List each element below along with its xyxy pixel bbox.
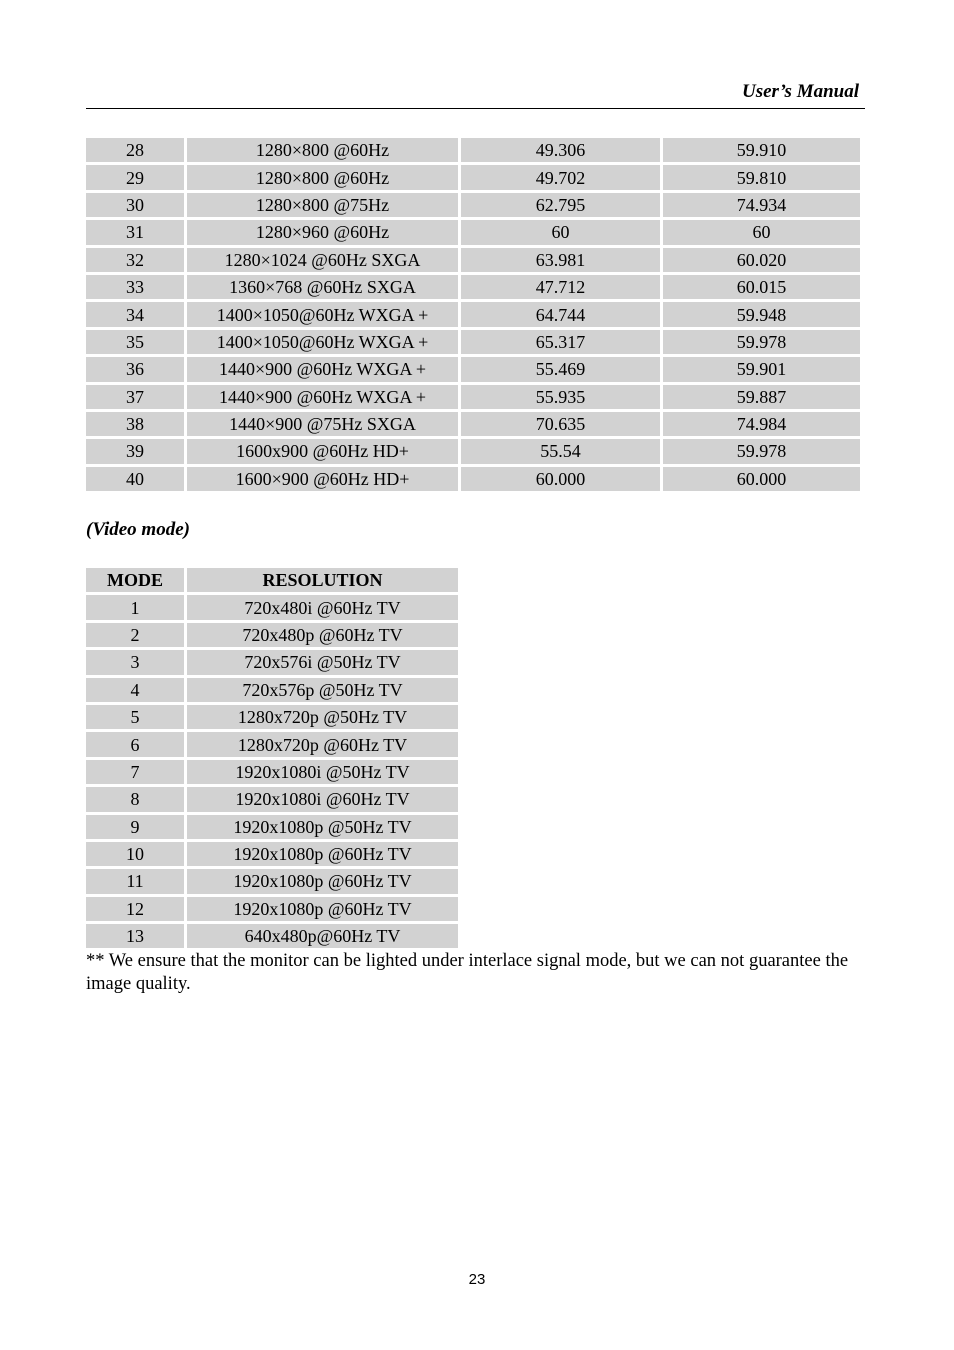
table-row	[86, 760, 458, 784]
vertical-frequency-cell: 74.984	[663, 412, 860, 436]
resolution-cell: 1920x1080p @50Hz TV	[187, 815, 458, 839]
resolution-cell: 1440×900 @60Hz WXGA +	[187, 385, 458, 409]
resolution-cell: 1400×1050@60Hz WXGA +	[187, 302, 458, 326]
table-row	[86, 897, 458, 921]
resolution-cell: 720x480p @60Hz TV	[187, 623, 458, 647]
table-row	[86, 678, 458, 702]
mode-cell: 32	[86, 248, 184, 272]
table-row	[86, 439, 860, 463]
vertical-frequency-cell: 60	[663, 220, 860, 244]
mode-cell: 4	[86, 678, 184, 702]
mode-cell: 38	[86, 412, 184, 436]
horizontal-frequency-cell: 49.306	[461, 138, 660, 162]
table-row	[86, 193, 860, 217]
mode-cell: 36	[86, 357, 184, 381]
table-row	[86, 330, 860, 354]
horizontal-frequency-cell: 47.712	[461, 275, 660, 299]
resolution-cell: 720x576i @50Hz TV	[187, 650, 458, 674]
vertical-frequency-cell: 59.901	[663, 357, 860, 381]
vertical-frequency-cell: 60.000	[663, 467, 860, 491]
table-row	[86, 842, 458, 866]
table-row	[86, 302, 860, 326]
mode-cell: 34	[86, 302, 184, 326]
table-row	[86, 220, 860, 244]
timing-table-body	[86, 138, 860, 491]
vertical-frequency-cell: 59.910	[663, 138, 860, 162]
resolution-cell: 1920x1080p @60Hz TV	[187, 897, 458, 921]
vertical-frequency-cell: 60.020	[663, 248, 860, 272]
mode-cell: 8	[86, 787, 184, 811]
table-row	[86, 815, 458, 839]
resolution-cell: 1920x1080i @60Hz TV	[187, 787, 458, 811]
resolution-cell: 720x480i @60Hz TV	[187, 595, 458, 619]
resolution-cell: 1600×900 @60Hz HD+	[187, 467, 458, 491]
video-table-header	[86, 568, 458, 592]
vertical-frequency-cell: 59.978	[663, 439, 860, 463]
horizontal-frequency-cell: 55.935	[461, 385, 660, 409]
horizontal-frequency-cell: 60.000	[461, 467, 660, 491]
resolution-column-header: RESOLUTION	[187, 568, 458, 592]
mode-cell: 11	[86, 869, 184, 893]
table-row	[86, 787, 458, 811]
vertical-frequency-cell: 60.015	[663, 275, 860, 299]
table-row	[86, 869, 458, 893]
mode-cell: 9	[86, 815, 184, 839]
table-row	[86, 138, 860, 162]
video-mode-table	[83, 565, 461, 951]
table-row	[86, 248, 860, 272]
mode-cell: 2	[86, 623, 184, 647]
table-row	[86, 275, 860, 299]
resolution-cell: 1280×800 @60Hz	[187, 138, 458, 162]
resolution-cell: 1280×800 @75Hz	[187, 193, 458, 217]
mode-cell: 7	[86, 760, 184, 784]
horizontal-frequency-cell: 63.981	[461, 248, 660, 272]
interlace-footnote: ** We ensure that the monitor can be lighted under interlace signal mode, but we can not guarantee the image quality.	[86, 951, 849, 994]
table-row	[86, 165, 860, 189]
resolution-cell: 1920x1080i @50Hz TV	[187, 760, 458, 784]
header-divider	[86, 108, 865, 109]
table-row	[86, 650, 458, 674]
vertical-frequency-cell: 59.810	[663, 165, 860, 189]
mode-cell: 10	[86, 842, 184, 866]
resolution-cell: 1440×900 @60Hz WXGA +	[187, 357, 458, 381]
table-row	[86, 412, 860, 436]
resolution-cell: 1360×768 @60Hz SXGA	[187, 275, 458, 299]
mode-cell: 39	[86, 439, 184, 463]
resolution-cell: 1920x1080p @60Hz TV	[187, 842, 458, 866]
video-table-body	[86, 595, 458, 948]
mode-column-header: MODE	[86, 568, 184, 592]
mode-cell: 33	[86, 275, 184, 299]
video-mode-heading: (Video mode)	[86, 519, 190, 540]
timing-table	[83, 135, 863, 494]
table-row	[86, 924, 458, 948]
resolution-cell: 1280×800 @60Hz	[187, 165, 458, 189]
mode-cell: 5	[86, 705, 184, 729]
mode-cell: 1	[86, 595, 184, 619]
resolution-cell: 1600x900 @60Hz HD+	[187, 439, 458, 463]
mode-cell: 37	[86, 385, 184, 409]
horizontal-frequency-cell: 55.54	[461, 439, 660, 463]
mode-cell: 12	[86, 897, 184, 921]
vertical-frequency-cell: 74.934	[663, 193, 860, 217]
resolution-cell: 720x576p @50Hz TV	[187, 678, 458, 702]
mode-cell: 6	[86, 732, 184, 756]
manual-title: User’s Manual	[741, 81, 859, 102]
resolution-cell: 1280×1024 @60Hz SXGA	[187, 248, 458, 272]
resolution-cell: 1440×900 @75Hz SXGA	[187, 412, 458, 436]
horizontal-frequency-cell: 64.744	[461, 302, 660, 326]
table-row	[86, 595, 458, 619]
horizontal-frequency-cell: 65.317	[461, 330, 660, 354]
vertical-frequency-cell: 59.948	[663, 302, 860, 326]
table-row	[86, 357, 860, 381]
resolution-cell: 1280x720p @50Hz TV	[187, 705, 458, 729]
horizontal-frequency-cell: 60	[461, 220, 660, 244]
mode-cell: 29	[86, 165, 184, 189]
resolution-cell: 1400×1050@60Hz WXGA +	[187, 330, 458, 354]
horizontal-frequency-cell: 49.702	[461, 165, 660, 189]
resolution-cell: 1280x720p @60Hz TV	[187, 732, 458, 756]
vertical-frequency-cell: 59.887	[663, 385, 860, 409]
horizontal-frequency-cell: 70.635	[461, 412, 660, 436]
resolution-cell: 640x480p@60Hz TV	[187, 924, 458, 948]
table-row	[86, 467, 860, 491]
table-row	[86, 623, 458, 647]
resolution-cell: 1280×960 @60Hz	[187, 220, 458, 244]
vertical-frequency-cell: 59.978	[663, 330, 860, 354]
mode-cell: 28	[86, 138, 184, 162]
table-row	[86, 385, 860, 409]
mode-cell: 40	[86, 467, 184, 491]
page-number: 23	[468, 1271, 486, 1288]
table-row	[86, 732, 458, 756]
table-row	[86, 705, 458, 729]
resolution-cell: 1920x1080p @60Hz TV	[187, 869, 458, 893]
header-row	[86, 568, 458, 592]
mode-cell: 30	[86, 193, 184, 217]
mode-cell: 3	[86, 650, 184, 674]
mode-cell: 35	[86, 330, 184, 354]
mode-cell: 13	[86, 924, 184, 948]
horizontal-frequency-cell: 62.795	[461, 193, 660, 217]
mode-cell: 31	[86, 220, 184, 244]
horizontal-frequency-cell: 55.469	[461, 357, 660, 381]
